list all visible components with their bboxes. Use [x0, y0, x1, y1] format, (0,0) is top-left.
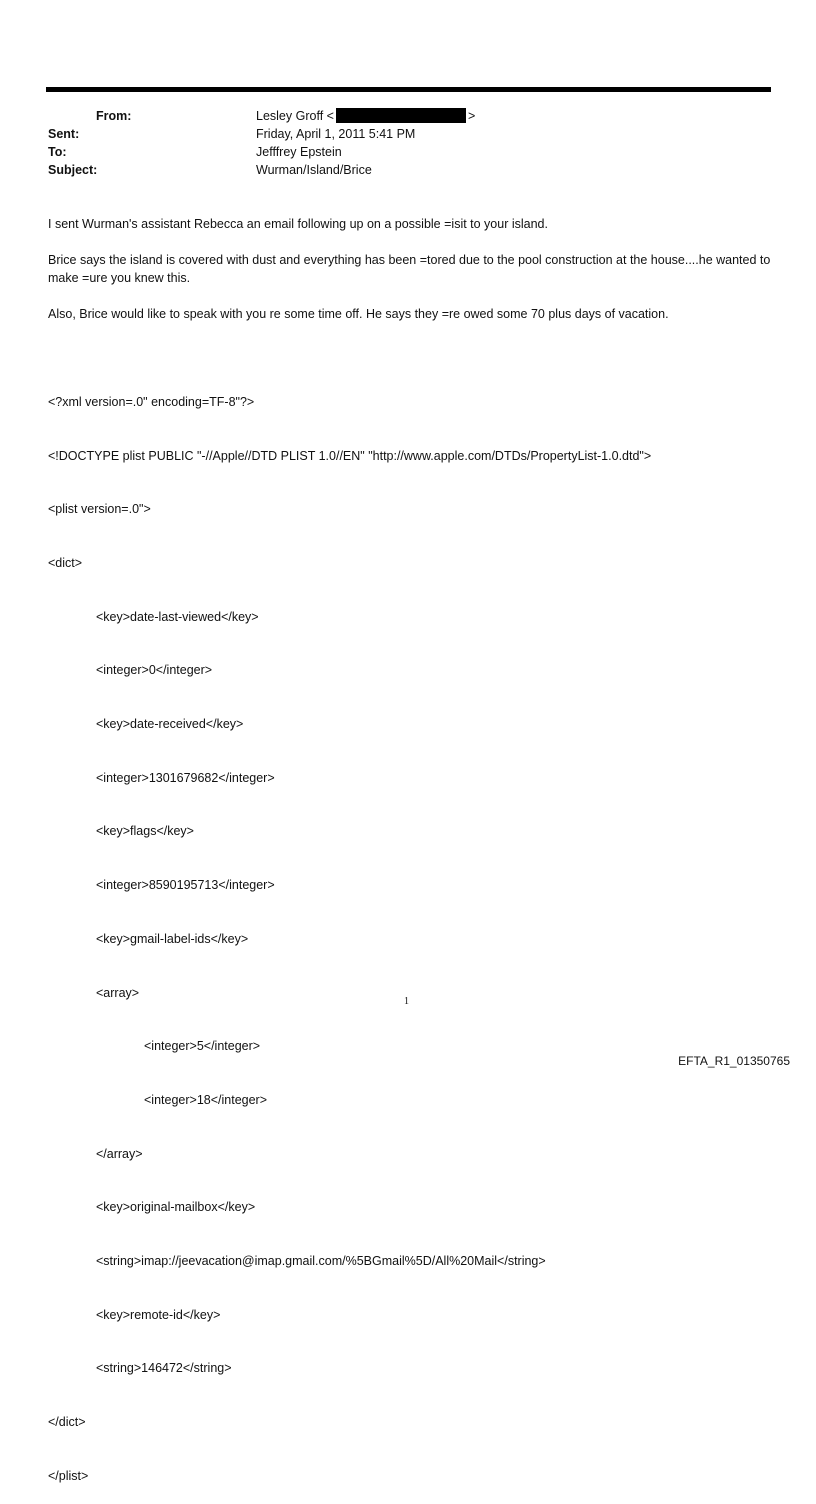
plist-line: <integer>8590195713</integer> [96, 878, 275, 893]
plist-line: <?xml version=.0" encoding=TF-8"?> [48, 394, 255, 409]
plist-line: <key>flags</key> [96, 824, 194, 839]
redaction-block [336, 108, 466, 123]
body-paragraph-1: I sent Wurman's assistant Rebecca an email following up on a possible =isit to your island. [48, 217, 548, 231]
plist-line: <plist version=.0"> [48, 502, 151, 517]
body-paragraph-2: Brice says the island is covered with dust and everything has been =tored due to the pool construction at the house....he wanted to make =ure you knew this. [48, 253, 771, 285]
plist-line: </dict> [48, 1415, 86, 1430]
plist-line: </plist> [48, 1468, 89, 1483]
plist-block [48, 358, 651, 1504]
header-rule [46, 87, 771, 92]
plist-line: <integer>18</integer> [144, 1092, 268, 1107]
plist-line: <key>date-last-viewed</key> [96, 609, 259, 624]
plist-line: <key>original-mailbox</key> [96, 1200, 256, 1215]
to-value: Jefffrey Epstein [256, 145, 342, 159]
plist-line: <dict> [48, 555, 83, 570]
bates-stamp: EFTA_R1_01350765 [678, 1054, 790, 1068]
plist-line: <string>imap://jeevacation@imap.gmail.com/%5BGmail%5D/All%20Mail</string> [96, 1254, 546, 1269]
from-name: Lesley Groff < [256, 109, 334, 123]
plist-line: <key>date-received</key> [96, 717, 244, 732]
body-paragraph-3: Also, Brice would like to speak with you re some time off. He says they =re owed some 70 plus days of vacation. [48, 307, 669, 321]
plist-line: </array> [96, 1146, 143, 1161]
plist-line: <string>146472</string> [96, 1361, 232, 1376]
plist-line: <key>gmail-label-ids</key> [96, 931, 249, 946]
plist-line: <integer>1301679682</integer> [96, 770, 275, 785]
plist-line: <integer>5</integer> [144, 1039, 261, 1054]
sent-value: Friday, April 1, 2011 5:41 PM [256, 127, 416, 141]
from-end: > [467, 109, 476, 123]
sent-label: Sent: [48, 127, 80, 141]
from-label: From: [96, 109, 132, 123]
plist-line: <key>remote-id</key> [96, 1307, 221, 1322]
subject-value: Wurman/Island/Brice [256, 163, 372, 177]
subject-label: Subject: [48, 163, 98, 177]
page-number: 1 [404, 996, 409, 1007]
plist-line: <!DOCTYPE plist PUBLIC "-//Apple//DTD PLIST 1.0//EN" "http://www.apple.com/DTDs/PropertyList-1.0.dtd"> [48, 448, 652, 463]
to-label: To: [48, 145, 67, 159]
plist-line: <integer>0</integer> [96, 663, 213, 678]
plist-line: <array> [96, 985, 140, 1000]
from-value [256, 107, 475, 125]
